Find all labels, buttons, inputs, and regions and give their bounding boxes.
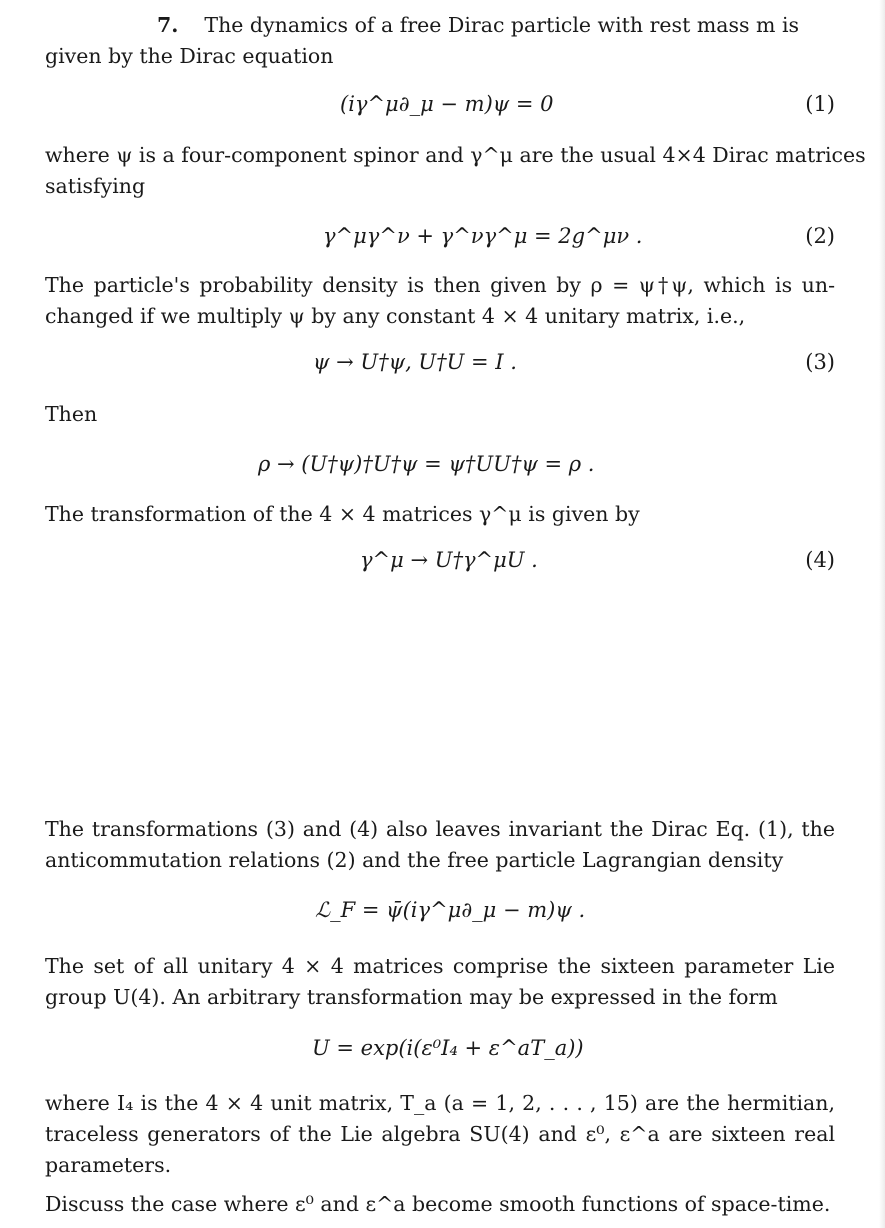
group-paragraph: [45, 951, 835, 1013]
density-line-1: The particle's probability density is then given by ρ = ψ†ψ, which is un-: [45, 273, 835, 297]
equation-1-label: (1): [805, 92, 835, 116]
equation-4-label: (4): [805, 548, 835, 572]
gamma-transform-paragraph: [45, 499, 835, 530]
group-line-2: group U(4). An arbitrary transformation may be expressed in the form: [45, 985, 778, 1009]
equation-2-label: (2): [805, 224, 835, 248]
where-line-1: where I₄ is the 4 × 4 unit matrix, T_a (a = 1, 2, . . . , 15) are the hermitian,: [45, 1091, 835, 1115]
equation-1: [45, 92, 835, 126]
equation-3-math: ψ → U†ψ, U†U = I .: [313, 350, 517, 374]
equation-U-math: U = exp(i(ε⁰I₄ + ε^aT_a)): [312, 1036, 584, 1060]
group-line-1: The set of all unitary 4 × 4 matrices comprise the sixteen parameter Lie: [45, 954, 835, 978]
equation-rho-math: ρ → (U†ψ)†U†ψ = ψ†UU†ψ = ρ .: [258, 452, 595, 476]
equation-3: [45, 350, 835, 384]
problem-intro-line-2: given by the Dirac equation: [45, 44, 334, 68]
problem-number: 7.: [157, 13, 179, 37]
density-paragraph: [45, 270, 835, 332]
discuss-line: Discuss the case where ε⁰ and ε^a become smooth functions of space-time.: [45, 1192, 831, 1216]
invariance-line-2: anticommutation relations (2) and the free particle Lagrangian density: [45, 848, 784, 872]
equation-2-math: γ^μγ^ν + γ^νγ^μ = 2g^μν .: [323, 224, 643, 248]
where-paragraph: [45, 1088, 835, 1181]
equation-rho: [45, 452, 835, 486]
problem-intro-line-1: 7. The dynamics of a free Dirac particle with rest mass m is: [45, 10, 835, 41]
spinor-paragraph: [45, 140, 866, 202]
where-line-2: traceless generators of the Lie algebra SU(4) and ε⁰, ε^a are sixteen real: [45, 1122, 835, 1146]
spinor-line-1: where ψ is a four-component spinor and γ^μ are the usual 4×4 Dirac matrices: [45, 143, 866, 167]
equation-2: [45, 224, 835, 258]
equation-lagrangian: [45, 898, 835, 932]
equation-3-label: (3): [805, 350, 835, 374]
discuss-paragraph: [45, 1189, 835, 1220]
then-paragraph: [45, 399, 835, 430]
equation-lagrangian-math: ℒ_F = ψ̄(iγ^μ∂_μ − m)ψ .: [315, 898, 586, 922]
spinor-line-2: satisfying: [45, 174, 146, 198]
where-line-3: parameters.: [45, 1153, 172, 1177]
invariance-paragraph: [45, 814, 835, 876]
equation-U: [45, 1036, 835, 1070]
equation-4: [45, 548, 835, 582]
equation-1-math: (iγ^μ∂_μ − m)ψ = 0: [340, 92, 554, 116]
density-line-2: changed if we multiply ψ by any constant 4 × 4 unitary matrix, i.e.,: [45, 304, 746, 328]
then-line: Then: [45, 402, 98, 426]
invariance-line-1: The transformations (3) and (4) also leaves invariant the Dirac Eq. (1), the: [45, 817, 835, 841]
equation-4-math: γ^μ → U†γ^μU .: [360, 548, 538, 572]
page-edge-shadow: [879, 0, 885, 1228]
problem-intro: [45, 10, 835, 72]
gamma-transform-line: The transformation of the 4 × 4 matrices γ^μ is given by: [45, 502, 640, 526]
